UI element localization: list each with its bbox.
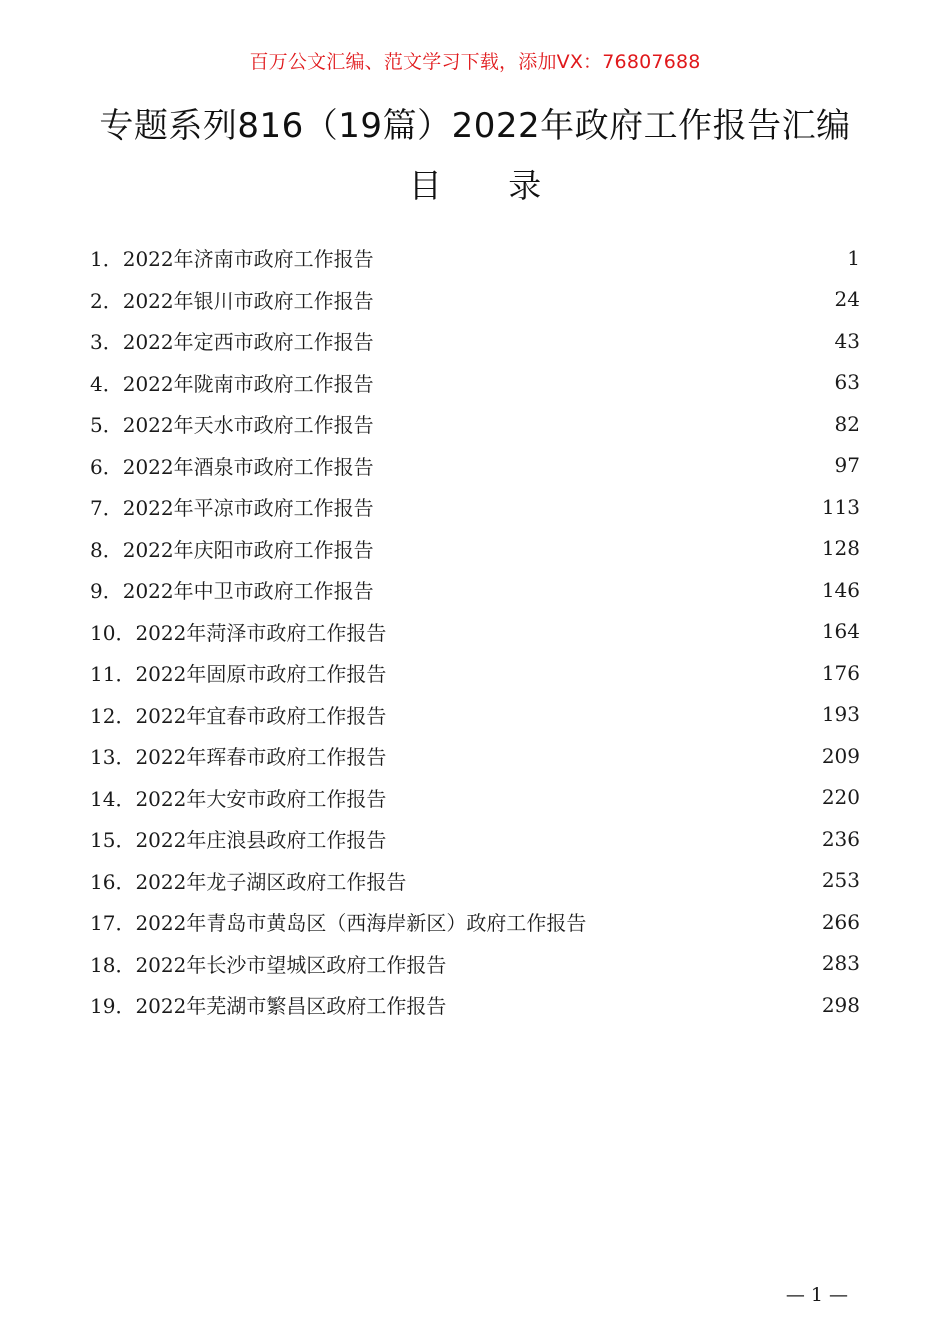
toc-entry-page: 43 [834, 328, 860, 353]
toc-heading: 目 录 [408, 166, 570, 205]
toc-entry-page: 298 [821, 992, 860, 1017]
toc-entry-page: 113 [821, 494, 860, 519]
toc-entry[interactable] [90, 362, 860, 404]
toc-entry[interactable] [90, 611, 860, 653]
toc-entry-page: 220 [821, 785, 860, 810]
toc-entry-page: 128 [821, 536, 860, 561]
toc-entry[interactable] [90, 860, 860, 902]
toc-entry[interactable] [90, 528, 860, 570]
toc-entry-title: 2．2022年银川市政府工作报告 [90, 288, 374, 313]
toc-entry-page: 24 [834, 287, 860, 312]
toc-entry-page: 97 [834, 453, 860, 478]
toc-entry-title: 5．2022年天水市政府工作报告 [90, 413, 374, 438]
toc-entry-title: 1．2022年济南市政府工作报告 [90, 247, 374, 272]
toc-entry-page: 266 [821, 909, 860, 934]
toc-entry[interactable] [90, 486, 860, 528]
toc-entry-title: 17．2022年青岛市黄岛区（西海岸新区）政府工作报告 [90, 911, 587, 936]
toc-entry-page: 1 [847, 245, 860, 270]
toc-entry-title: 12．2022年宜春市政府工作报告 [90, 703, 387, 728]
toc-entry[interactable] [90, 403, 860, 445]
toc-entry-title: 6．2022年酒泉市政府工作报告 [90, 454, 374, 479]
page-number: — 1 — [785, 1284, 848, 1306]
toc-entry[interactable] [90, 943, 860, 985]
toc-entry[interactable] [90, 445, 860, 487]
toc-entry-title: 16．2022年龙子湖区政府工作报告 [90, 869, 407, 894]
header-note: 百万公文汇编、范文学习下载，添加VX：76807688 [249, 51, 701, 73]
toc-entry-title: 15．2022年庄浪县政府工作报告 [90, 828, 387, 853]
toc-entry-page: 63 [834, 370, 860, 395]
toc-entry-title: 4．2022年陇南市政府工作报告 [90, 371, 374, 396]
toc-entry-page: 193 [821, 702, 860, 727]
toc-entry-page: 146 [821, 577, 860, 602]
toc-entry-title: 19．2022年芜湖市繁昌区政府工作报告 [90, 994, 447, 1019]
toc-entry[interactable] [90, 569, 860, 611]
toc-entry-page: 164 [821, 619, 860, 644]
toc-entry-page: 236 [821, 826, 860, 851]
document-title: 专题系列816（19篇）2022年政府工作报告汇编 [99, 106, 851, 146]
toc-entry-page: 209 [821, 743, 860, 768]
toc-entry-title: 9．2022年中卫市政府工作报告 [90, 579, 374, 604]
toc-entry[interactable] [90, 901, 860, 943]
toc-entry-title: 7．2022年平凉市政府工作报告 [90, 496, 374, 521]
toc-entry-title: 11．2022年固原市政府工作报告 [90, 662, 387, 687]
toc-entry-title: 10．2022年菏泽市政府工作报告 [90, 620, 387, 645]
toc-entry[interactable] [90, 984, 860, 1026]
toc-entry-page: 82 [834, 411, 860, 436]
toc-entry-page: 283 [821, 951, 860, 976]
toc-entry-page: 253 [821, 868, 860, 893]
toc-entry[interactable] [90, 777, 860, 819]
table-of-contents [90, 237, 860, 1026]
toc-entry-title: 13．2022年珲春市政府工作报告 [90, 745, 387, 770]
toc-entry[interactable] [90, 237, 860, 279]
toc-entry-title: 14．2022年大安市政府工作报告 [90, 786, 387, 811]
toc-entry[interactable] [90, 279, 860, 321]
toc-entry[interactable] [90, 735, 860, 777]
toc-entry[interactable] [90, 818, 860, 860]
toc-entry-page: 176 [821, 660, 860, 685]
toc-entry-title: 8．2022年庆阳市政府工作报告 [90, 537, 374, 562]
toc-entry-title: 3．2022年定西市政府工作报告 [90, 330, 374, 355]
toc-entry[interactable] [90, 694, 860, 736]
toc-entry[interactable] [90, 652, 860, 694]
toc-entry[interactable] [90, 320, 860, 362]
toc-entry-title: 18．2022年长沙市望城区政府工作报告 [90, 952, 447, 977]
